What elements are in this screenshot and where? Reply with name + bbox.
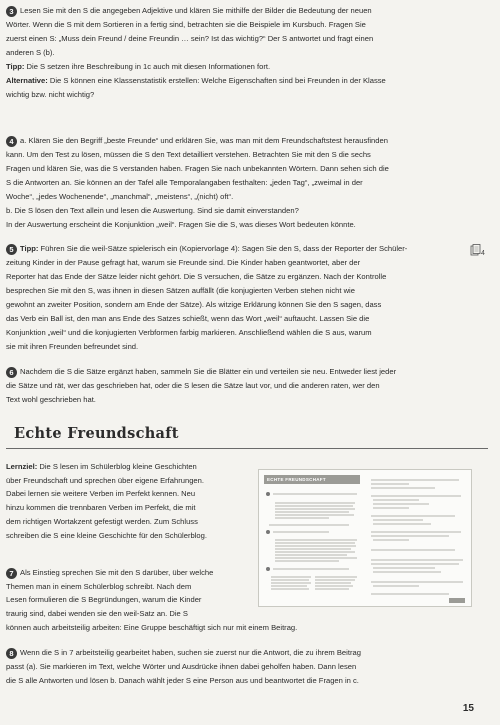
alternative-text-2: wichtig bzw. nicht wichtig? (6, 90, 95, 99)
p4-line-6: b. Die S lösen den Text allein und lesen die Auswertung. Sind sie damit einverstanden? (6, 206, 299, 215)
thumbnail-content-lines (259, 470, 471, 606)
p3-line-2: Wörter. Wenn die S mit dem Sortieren in a fertig sind, betrachten sie die Beispiele im Kursbuch. Fragen Sie (6, 20, 366, 29)
p7-line-3: Lesen formulieren die S Begründungen, warum die Kinder (6, 595, 202, 605)
p7-line-4: traurig sind, dabei wenden sie den weil-Satz an. Die S (6, 609, 188, 619)
paragraph-8 (6, 646, 484, 688)
p5-line-3: Reporter hat das Ende der Sätze leider nicht gehört. Die S versuchen, die Sätze zu ergänzen. Nach der Kontrolle (6, 272, 387, 281)
step-number-3: 3 (6, 6, 17, 17)
lernziel-label: Lernziel: (6, 462, 38, 471)
paragraph-3 (6, 4, 484, 102)
p7-line-1: Als Einstieg sprechen Sie mit den S darüber, über welche (20, 568, 214, 577)
p4-line-7: In der Auswertung erscheint die Konjunktion „weil“. Fragen Sie die S, was dieses Wort bedeuten könnte. (6, 220, 356, 229)
copy-template-number: 4 (481, 250, 485, 257)
section-title: Echte Freundschaft (14, 425, 179, 442)
p3-line-3: zuerst einen S: „Muss dein Freund / deine Freundin … sein? Ist das wichtig?“ Der S antwortet und fragt einen (6, 34, 374, 43)
paragraph-5 (6, 242, 468, 354)
p5-line-6: das Verb ein Ball ist, den man ans Ende des Satzes schießt, wenn das Wort „weil“ auftaucht. Lassen Sie die (6, 314, 370, 323)
lernziel-line-6: schreiben die S eine kleine Geschichte für den Schülerblog. (6, 530, 207, 540)
tipp-label-5: Tipp: (20, 244, 39, 253)
lernziel-line-2: über Freundschaft und sprechen über eigene Erfahrungen. (6, 475, 204, 485)
p5-line-5: gewohnt an zweiter Position, sondern am Ende der Sätze). Als witzige Erklärung können Sie den S sagen, dass (6, 300, 382, 309)
lernziel-line-5: dem richtigen Wortakzent gefestigt werden. Zum Schluss (6, 516, 198, 526)
lernziel-line-3: Dabei lernen sie weitere Verben im Perfekt kennen. Neu (6, 489, 196, 499)
p5-line-4: besprechen Sie mit den S, was ihnen in diesen Sätzen auffällt (die konjugierten Verben stehen nicht wie (6, 286, 355, 295)
p6-line-3: Text wohl geschrieben hat. (6, 395, 96, 404)
p8-line-2: passt (a). Sie markieren im Text, welche Wörter und Ausdrücke ihnen dabei geholfen haben. Dann lesen (6, 662, 357, 671)
p5-line-2: zeitung Kinder in der Pause gefragt hat, warum sie Freunde sind. Die Kinder haben geantwortet, aber der (6, 258, 361, 267)
tipp-label: Tipp: (6, 62, 25, 71)
step-number-6: 6 (6, 367, 17, 378)
p4-line-5: Woche“, „jedes Wochenende“, „manchmal“, „meistens“, „(nicht) oft“. (6, 192, 234, 201)
p4-line-2: kann. Um den Test zu lösen, müssen die S den Text detailliert verstehen. Betrachten Sie mit den S die sechs (6, 150, 371, 159)
step-number-5: 5 (6, 244, 17, 255)
step-number-8: 8 (6, 648, 17, 659)
p3-line-4: anderen S (b). (6, 48, 55, 57)
p5-line-7: Konjunktion „weil“ und die konjugierten Verbformen farbig markieren. Anschließend wählen die S aus, warum (6, 328, 372, 337)
p7-line-5: können auch arbeitsteilig arbeiten: Eine Gruppe beschäftigt sich nur mit einem Beitrag. (6, 622, 298, 632)
step-number-4: 4 (6, 136, 17, 147)
learning-goal (6, 460, 256, 542)
p8-line-1: Wenn die S in 7 arbeitsteilig gearbeitet haben, suchen sie zuerst nur die Antwort, die zu ihrem Beitrag (20, 648, 361, 657)
copy-template-icon (470, 244, 486, 258)
p4-line-3: Fragen und klären Sie, was die S verstanden haben. Fragen Sie nach unbekannten Wörtern. Dann sehen sich die (6, 164, 389, 173)
p5-line-8: sie mit ihren Freunden befreundet sind. (6, 342, 139, 351)
section-divider (6, 448, 488, 449)
p4-line-1: a. Klären Sie den Begriff „beste Freunde“ und erklären Sie, was man mit dem Freundschaftstest herausfinden (20, 136, 388, 145)
p6-line-2: die Sätze und rät, wer das geschrieben hat, oder die S lesen die Sätze laut vor, und die anderen raten, wer den (6, 381, 380, 390)
thumbnail-header: ECHTE FREUNDSCHAFT (267, 477, 326, 482)
p8-line-3: die S alle Antworten und lösen b. Danach wählt jeder S eine Person aus und beantwortet die Fragen in c. (6, 676, 359, 685)
coursebook-page-thumbnail (258, 469, 472, 607)
p6-line-1: Nachdem die S die Sätze ergänzt haben, sammeln Sie die Blätter ein und verteilen sie neu. Entweder liest jeder (20, 367, 397, 376)
alternative-label: Alternative: (6, 76, 48, 85)
p4-line-4: S die Antworten an. Sie können an der Tafel alle Temporalangaben festhalten: „jeden Tag“, „zweimal in der (6, 178, 363, 187)
p5-line-1: Führen Sie die weil-Sätze spielerisch ein (Kopiervorlage 4): Sagen Sie den S, dass der Reporter der Schüler- (38, 244, 408, 253)
page-number: 15 (462, 703, 474, 714)
paragraph-4 (6, 134, 484, 232)
lernziel-line-1: Die S lesen im Schülerblog kleine Geschichten (37, 462, 197, 471)
alternative-text-1: Die S können eine Klassenstatistik erstellen: Welche Eigenschaften sind bei Freunden in der Klasse (47, 76, 386, 85)
paragraph-6 (6, 365, 484, 407)
tipp-text: Die S setzen ihre Beschreibung in 1c auch mit diesen Informationen fort. (24, 62, 271, 71)
p7-line-2: Themen man in einem Schülerblog schreibt. Nach dem (6, 581, 192, 591)
p3-line-1: Lesen Sie mit den S die angegeben Adjektive und klären Sie mithilfe der Bilder die Bedeutung der neuen (20, 6, 372, 15)
lernziel-line-4: hinzu kommen die trennbaren Verben im Perfekt, die mit (6, 503, 196, 513)
step-number-7: 7 (6, 568, 17, 579)
